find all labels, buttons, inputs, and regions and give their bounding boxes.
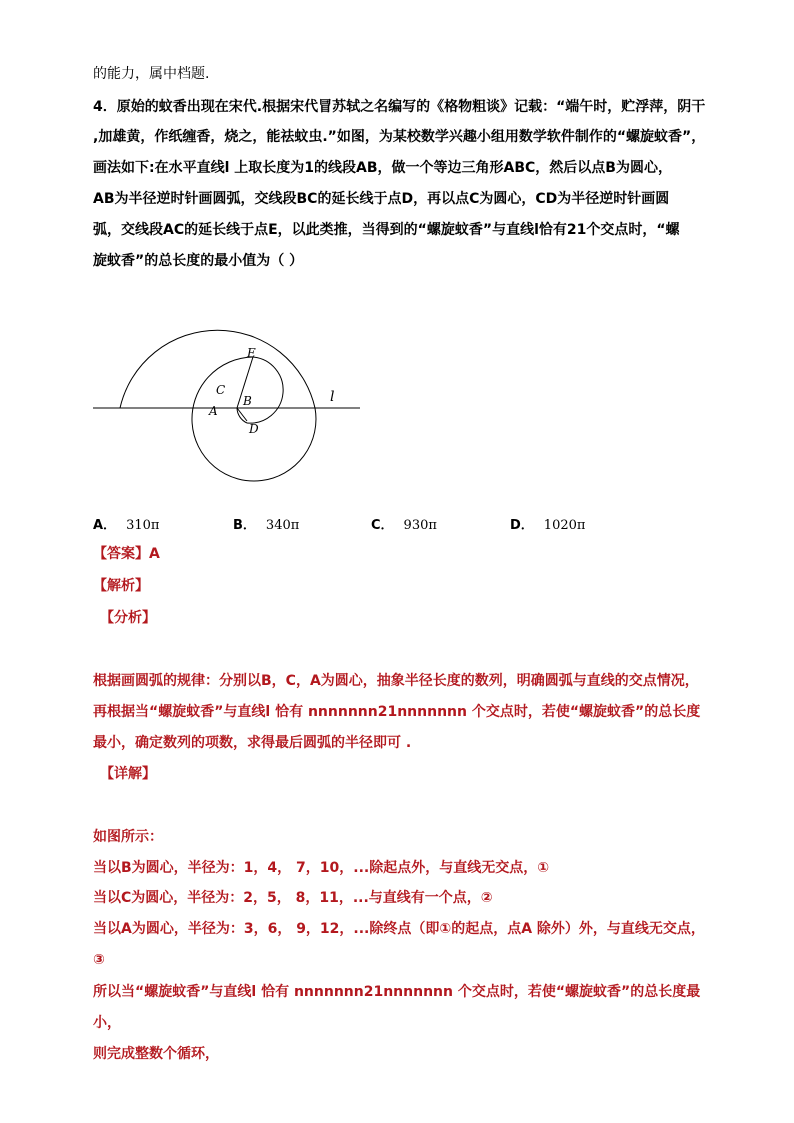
detail-line-4: 当以A为圆心，半径为：3，6， 9，12，...除终点（即①的起点，点A 除外）外，与直线无交点，: [93, 921, 705, 937]
question-line-5: 弧，交线段AC的延长线于点E，以此类推，当得到的“螺旋蚊香”与直线l恰有21个交点时，“螺: [93, 222, 680, 238]
label-D: D: [249, 422, 259, 436]
label-B: B: [243, 394, 252, 408]
option-a-letter: A．: [93, 518, 117, 533]
option-b[interactable]: [233, 514, 299, 533]
option-a-value: 310π: [126, 518, 160, 533]
option-c-letter: C．: [371, 518, 394, 533]
option-a[interactable]: [93, 514, 159, 533]
spiral-figure: [85, 295, 375, 500]
question-text-1: 原始的蚊香出现在宋代.根据宋代冒苏轼之名编写的《格物粗谈》记载：“端午时，贮浮萍，阴干: [116, 99, 706, 115]
analysis-label: 【解析】: [93, 578, 149, 594]
detail-line-6: 所以当“螺旋蚊香”与直线l 恰有 nnnnnnn21nnnnnnn 个交点时，若使“螺旋蚊香”的总长度最: [93, 984, 701, 1000]
option-c[interactable]: [371, 514, 437, 533]
option-b-letter: B．: [233, 518, 256, 533]
answer-label: 【答案】: [93, 546, 149, 562]
fenxi-line-1: 根据画圆弧的规律：分别以B，C，A为圆心，抽象半径长度的数列，明确圆弧与直线的交点情况，: [93, 673, 699, 689]
arc-A: [192, 357, 316, 481]
detail-line-2: 当以B为圆心，半径为：1，4， 7，10，...除起点外，与直线无交点，①: [93, 860, 550, 876]
label-l: l: [330, 389, 335, 405]
option-c-value: 930π: [403, 518, 437, 533]
detail-line-1: 如图所示：: [93, 829, 163, 845]
question-line-4: AB为半径逆时针画圆弧，交线段BC的延长线于点D，再以点C为圆心，CD为半径逆时针画圆: [93, 191, 670, 207]
option-d[interactable]: [510, 514, 585, 533]
detail-line-3: 当以C为圆心，半径为：2，5， 8，11，...与直线有一个点，②: [93, 890, 493, 906]
answer-row: [93, 544, 160, 564]
detail-line-8: 则完成整数个循环，: [93, 1046, 219, 1062]
arc-C: [247, 357, 283, 423]
question-line-1: [93, 97, 705, 117]
fenxi-line-3: 最小，确定数列的项数，求得最后圆弧的半径即可 .: [93, 735, 412, 751]
label-E: E: [247, 346, 256, 360]
intro-tail: 的能力，属中档题.: [93, 66, 210, 82]
label-C: C: [216, 383, 226, 397]
option-d-value: 1020π: [543, 518, 586, 533]
question-number: 4．: [93, 99, 117, 115]
answer-value: A: [149, 546, 160, 562]
option-b-value: 340π: [265, 518, 300, 533]
fenxi-label: 【分析】: [100, 610, 156, 626]
fenxi-line-2: 再根据当“螺旋蚊香”与直线l 恰有 nnnnnnn21nnnnnnn 个交点时，若使“螺旋蚊香”的总长度: [93, 704, 701, 720]
question-line-3: 画法如下:在水平直线l 上取长度为1的线段AB，做一个等边三角形ABC，然后以点B为圆心，: [93, 160, 672, 176]
detail-label: 【详解】: [100, 766, 156, 782]
question-line-6: 旋蚊香”的总长度的最小值为（ ）: [93, 253, 304, 269]
detail-line-5: ③: [93, 952, 105, 968]
question-line-2: ,加雄黄，作纸缠香，烧之，能祛蚊虫.”如图，为某校数学兴趣小组用数学软件制作的“螺旋蚊香”，: [93, 129, 706, 145]
detail-line-7: 小，: [93, 1015, 121, 1031]
option-d-letter: D．: [510, 518, 534, 533]
label-A: A: [209, 404, 218, 418]
